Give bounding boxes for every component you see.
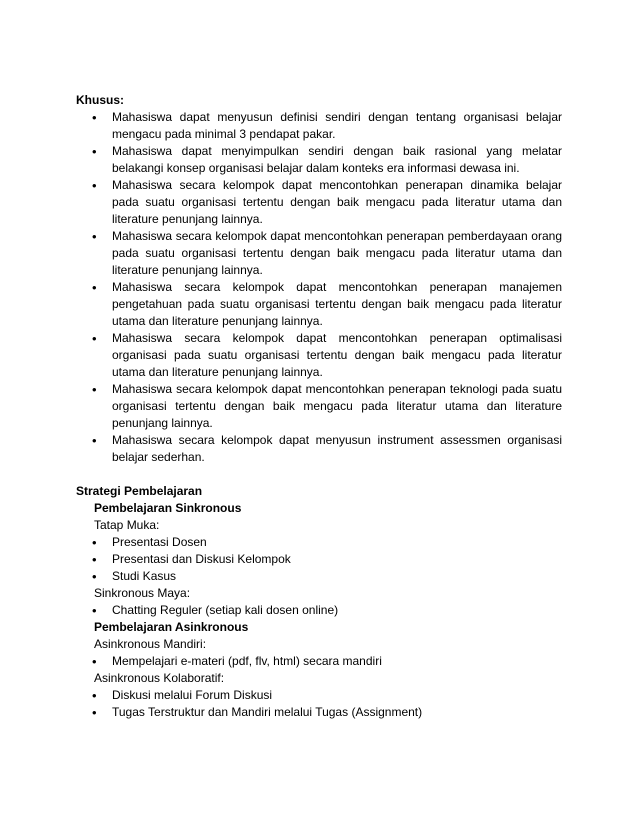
section-gap — [76, 466, 562, 483]
strategi-heading: Strategi Pembelajaran — [76, 484, 203, 498]
khusus-heading: Khusus: — [76, 93, 124, 107]
strategi-section — [76, 500, 562, 534]
list-item: • Presentasi Dosen — [76, 534, 562, 551]
tatap-muka-list — [76, 534, 562, 585]
kolaboratif-section — [76, 670, 562, 687]
list-item: • Mahasiswa secara kelompok dapat mencontohkan penerapan dinamika belajar pada suatu organisasi tertentu dengan baik mengacu pada literatur utama dan literature penunjang lainnya. — [76, 177, 562, 228]
mandiri-label: Asinkronous Mandiri: — [94, 637, 207, 651]
list-item: • Tugas Terstruktur dan Mandiri melalui Tugas (Assignment) — [76, 704, 562, 721]
list-item: • Presentasi dan Diskusi Kelompok — [76, 551, 562, 568]
list-item: • Mahasiswa secara kelompok dapat mencontohkan penerapan pemberdayaan orang pada suatu organisasi tertentu dengan baik mengacu pada literatur utama dan literature penunjang lainnya. — [76, 228, 562, 279]
khusus-list — [76, 109, 562, 466]
list-item: • Studi Kasus — [76, 568, 562, 585]
list-item: • Mahasiswa secara kelompok dapat mencontohkan penerapan manajemen pengetahuan pada suatu organisasi tertentu dengan baik mengacu pada literatur utama dan literature penunjang lainnya. — [76, 279, 562, 330]
document-page — [76, 92, 562, 721]
mandiri-list — [76, 653, 562, 670]
list-item: • Mahasiswa secara kelompok dapat mencontohkan penerapan teknologi pada suatu organisasi tertentu dengan baik mengacu pada literatur utama dan literature penunjang lainnya. — [76, 381, 562, 432]
list-item: • Mahasiswa dapat menyusun definisi sendiri dengan tentang organisasi belajar mengacu pada minimal 3 pendapat pakar. — [76, 109, 562, 143]
list-item: • Chatting Reguler (setiap kali dosen online) — [76, 602, 562, 619]
maya-label: Sinkronous Maya: — [94, 586, 191, 600]
maya-list — [76, 602, 562, 619]
list-item: • Mahasiswa dapat menyimpulkan sendiri dengan baik rasional yang melatar belakangi konsep organisasi belajar dalam konteks era informasi dewasa ini. — [76, 143, 562, 177]
list-item: • Mahasiswa secara kelompok dapat mencontohkan penerapan optimalisasi organisasi pada suatu organisasi tertentu dengan baik mengacu pada literatur utama dan literature penunjang lainnya. — [76, 330, 562, 381]
asinkronous-section — [76, 619, 562, 653]
kolaboratif-list — [76, 687, 562, 721]
list-item: • Diskusi melalui Forum Diskusi — [76, 687, 562, 704]
sinkronous-heading: Pembelajaran Sinkronous — [94, 501, 242, 515]
asinkronous-heading: Pembelajaran Asinkronous — [94, 620, 249, 634]
tatap-muka-label: Tatap Muka: — [94, 518, 160, 532]
list-item: • Mahasiswa secara kelompok dapat menyusun instrument assessmen organisasi belajar sederhan. — [76, 432, 562, 466]
kolaboratif-label: Asinkronous Kolaboratif: — [94, 671, 225, 685]
list-item: • Mempelajari e-materi (pdf, flv, html) secara mandiri — [76, 653, 562, 670]
maya-section — [76, 585, 562, 602]
